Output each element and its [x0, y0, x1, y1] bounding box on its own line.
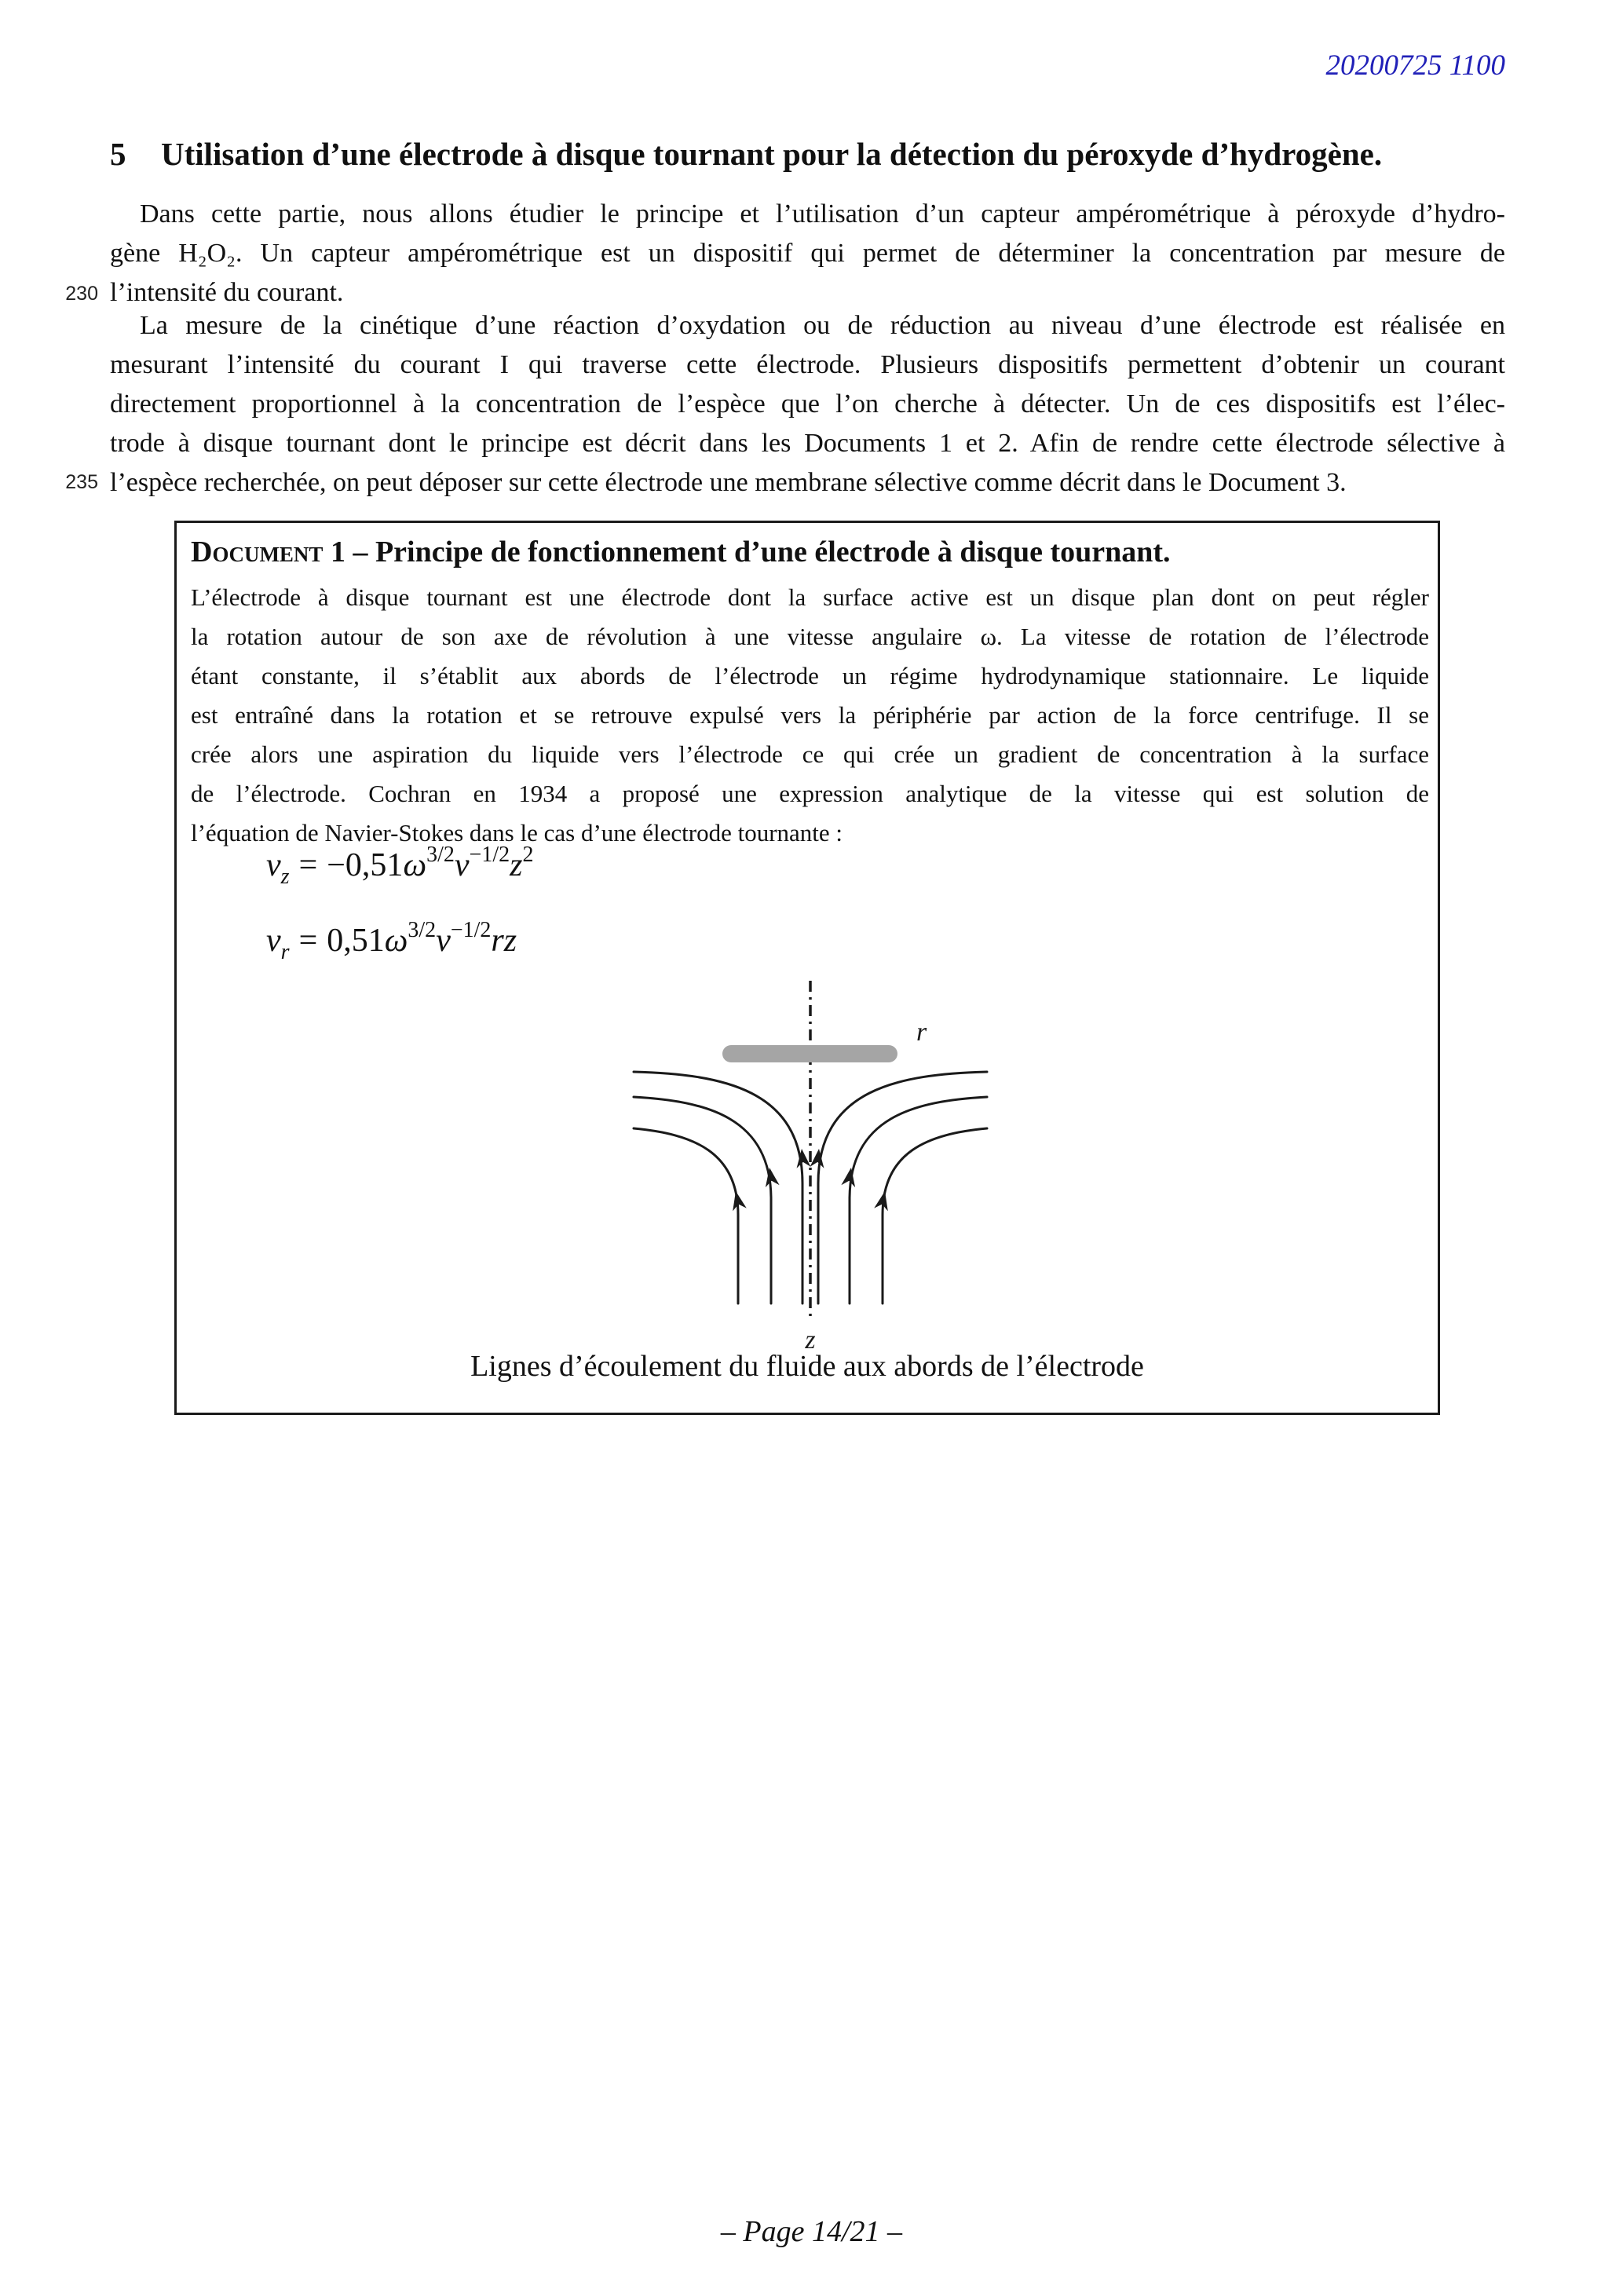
eq-vz-tail-exp: 2: [522, 843, 534, 867]
eq-vz-nu-exp: −1/2: [469, 843, 510, 867]
streamline-left-inner: [634, 1072, 802, 1303]
z-axis-label: z: [805, 1325, 816, 1355]
text-line: l’équation de Navier-Stokes dans le cas d’une électrode tournante :: [191, 819, 843, 846]
text-line: Dans cette partie, nous allons étudier le principe et l’utilisation d’un capteur ampérométrique à péroxyde d’hydro-: [140, 199, 1505, 229]
text-line: de l’électrode. Cochran en 1934 a proposé une expression analytique de la vitesse qui est solution de: [191, 780, 1429, 807]
arrowhead-icon: [810, 1148, 826, 1168]
text-line: directement proportionnel à la concentration de l’espèce que l’on cherche à détecter. Un de ces dispositifs est l’élec-: [110, 389, 1505, 419]
figure-caption: Lignes d’écoulement du fluide aux abords de l’électrode: [470, 1350, 1144, 1383]
section-heading: [110, 135, 1523, 173]
equation-vr: [266, 918, 517, 964]
text-line: est entraîné dans la rotation et se retrouve expulsé vers la périphérie par action de la force centrifuge. Il se: [191, 701, 1429, 729]
section-title: Utilisation d’une électrode à disque tournant pour la détection du péroxyde d’hydrogène.: [161, 136, 1383, 172]
eq-vr-nu-exp: −1/2: [450, 918, 492, 942]
document1-body: [191, 578, 1429, 853]
r-axis-label: r: [916, 1018, 927, 1047]
arrowhead-icon: [795, 1148, 810, 1168]
eq-vr-lhs-subscript: r: [280, 940, 290, 964]
page-stamp: 20200725 1100: [1325, 49, 1505, 82]
eq-vr-nu: ν: [436, 923, 451, 959]
text-line: la rotation autour de son axe de révolution à une vitesse angulaire ω. La vitesse de rotation de l’électrode: [191, 623, 1429, 650]
streamline-right-inner: [818, 1072, 987, 1303]
document1-title-text: Principe de fonctionnement d’une électrode à disque tournant.: [375, 536, 1171, 569]
eq-vz-equals: =: [298, 847, 318, 883]
eq-vz-omega: ω: [403, 847, 427, 883]
section-number: 5: [110, 136, 126, 172]
text-line: l’intensité du courant.: [110, 278, 344, 307]
eq-vz-lhs: v: [266, 847, 281, 883]
eq-vr-tail: rz: [491, 923, 517, 959]
text-line: trode à disque tournant dont le principe est décrit dans les Documents 1 et 2. Afin de rendre cette électrode sélective à: [110, 429, 1505, 458]
eq-vz-omega-exp: 3/2: [426, 843, 455, 867]
text-line: L’électrode à disque tournant est une électrode dont la surface active est un disque plan dont on peut régler: [191, 583, 1429, 611]
streamline-left-middle: [634, 1097, 771, 1303]
eq-vz-nu: ν: [454, 847, 470, 883]
eq-vz-coef: −0,51: [327, 847, 404, 883]
flow-lines-figure: [609, 970, 1017, 1355]
equation-vz: [266, 843, 534, 889]
text-line: crée alors une aspiration du liquide vers l’électrode ce qui crée un gradient de concentration à la surface: [191, 740, 1429, 768]
electrode-bar: [722, 1045, 897, 1062]
eq-vr-lhs: v: [266, 923, 281, 959]
page-footer: – Page 14/21 –: [720, 2215, 903, 2248]
eq-vz-tail: z: [510, 847, 523, 883]
document1-title-separator: –: [353, 536, 368, 569]
text-line: La mesure de la cinétique d’une réaction d’oxydation ou de réduction au niveau d’une électrode est réalisée en: [140, 311, 1505, 340]
text-line: mesurant l’intensité du courant I qui traverse cette électrode. Plusieurs dispositifs permettent d’obtenir un courant: [110, 350, 1505, 379]
streamline-left-outer: [634, 1128, 738, 1303]
eq-vr-omega-exp: 3/2: [408, 918, 437, 942]
margin-line-number-230: 230: [65, 283, 98, 305]
streamline-right-middle: [850, 1097, 987, 1303]
document1-title: [191, 535, 1427, 569]
margin-line-number-235: 235: [65, 471, 98, 493]
eq-vr-coef: 0,51: [327, 923, 385, 959]
eq-vz-lhs-subscript: z: [280, 865, 290, 889]
streamline-right-outer: [883, 1128, 987, 1303]
paragraph-intro: [110, 195, 1505, 313]
document1-label: Document 1: [191, 536, 345, 569]
text-line: l’espèce recherchée, on peut déposer sur cette électrode une membrane sélective comme décrit dans le Document 3.: [110, 468, 1347, 497]
eq-vr-equals: =: [298, 923, 318, 959]
eq-vr-omega: ω: [384, 923, 408, 959]
text-line: gène H₂O₂. Un capteur ampérométrique est un dispositif qui permet de déterminer la concentration par mesure de: [110, 239, 1505, 268]
paragraph-kinetics: [110, 306, 1505, 503]
text-line: étant constante, il s’établit aux abords de l’électrode un régime hydrodynamique stationnaire. Le liquide: [191, 662, 1429, 689]
